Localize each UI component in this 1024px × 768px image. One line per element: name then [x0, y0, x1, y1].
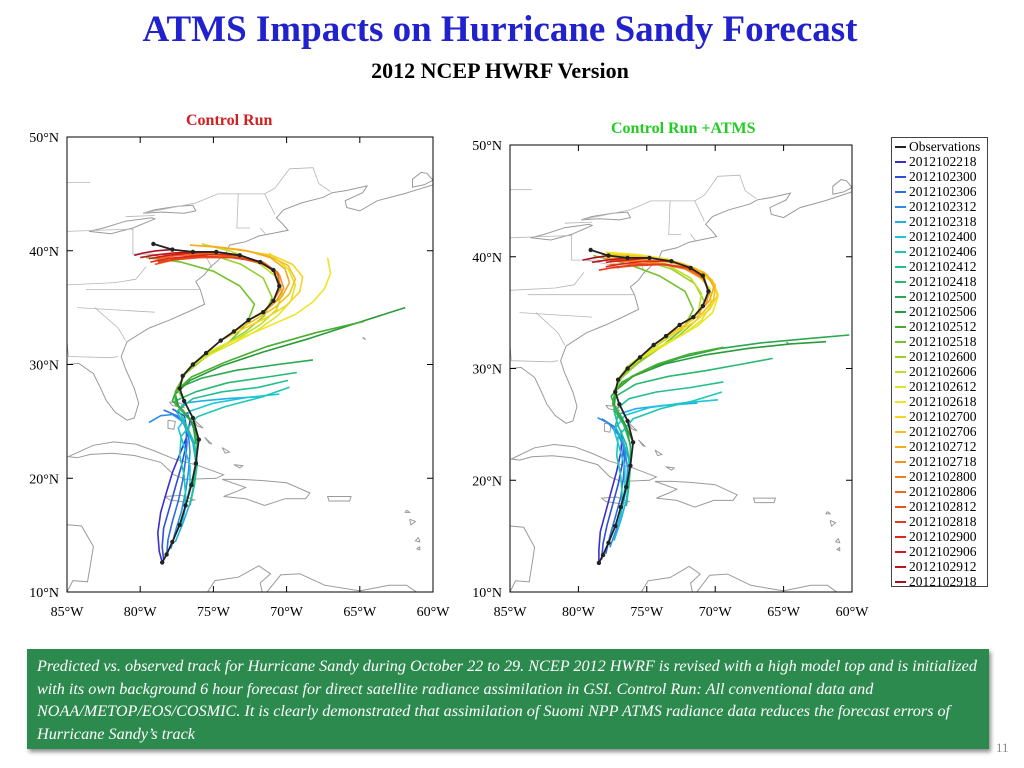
x-tick-label: 80°W — [123, 605, 157, 620]
observed-point — [631, 440, 635, 444]
x-tick-label: 75°W — [196, 605, 230, 620]
legend-swatch — [895, 416, 906, 418]
legend-label: 2012102618 — [909, 394, 977, 409]
observed-point — [164, 552, 168, 556]
small-island — [363, 337, 366, 339]
small-island — [830, 521, 836, 527]
legend-item — [895, 379, 977, 394]
observed-point — [261, 310, 265, 314]
y-tick-label: 10°N — [472, 586, 502, 601]
basemap — [67, 137, 433, 610]
small-island — [639, 440, 646, 447]
legend-item — [895, 529, 977, 544]
small-island — [655, 450, 662, 456]
legend-label: 2012102500 — [909, 289, 977, 304]
legend-swatch — [895, 221, 906, 223]
legend-swatch — [895, 566, 906, 568]
legend-swatch — [895, 146, 906, 148]
observed-point — [613, 390, 617, 394]
track-2012102418 — [614, 358, 773, 487]
island — [754, 498, 776, 503]
x-tick-label: 60°W — [416, 605, 450, 620]
legend-swatch — [895, 311, 906, 313]
observed-point — [204, 351, 208, 355]
legend-label: 2012102600 — [909, 349, 977, 364]
island — [511, 445, 656, 482]
y-tick-label: 30°N — [472, 362, 502, 378]
legend-swatch — [895, 251, 906, 253]
x-tick-label: 70°W — [698, 605, 732, 620]
legend-swatch — [895, 521, 906, 523]
legend-label: 2012102218 — [909, 154, 977, 169]
legend-label: 2012102900 — [909, 529, 977, 544]
x-tick-label: 65°W — [767, 605, 801, 620]
legend-item — [895, 184, 977, 199]
slide-subtitle: 2012 NCEP HWRF Version — [371, 58, 629, 83]
observed-point — [664, 334, 668, 338]
observed-point — [647, 256, 651, 260]
x-tick-label: 60°W — [835, 605, 869, 620]
observed-point — [214, 250, 218, 254]
y-tick-label: 40°N — [472, 250, 502, 266]
small-island — [826, 512, 830, 514]
legend-label: 2012102806 — [909, 484, 977, 499]
slide-title: ATMS Impacts on Hurricane Sandy Forecast — [142, 9, 858, 50]
legend-item — [895, 199, 977, 214]
legend-swatch — [895, 536, 906, 538]
y-tick-label: 10°N — [29, 586, 59, 601]
observed-point — [701, 274, 705, 278]
observed-point — [191, 362, 195, 366]
legend-label: 2012102406 — [909, 244, 977, 259]
y-tick-label: 20°N — [29, 472, 59, 488]
y-tick-label: 50°N — [472, 139, 502, 154]
observed-point — [677, 323, 681, 327]
legend-label: 2012102506 — [909, 304, 977, 319]
observed-point — [151, 242, 155, 246]
legend-label: 2012102312 — [909, 199, 977, 214]
observed-point — [197, 437, 201, 441]
observed-point — [706, 289, 710, 293]
x-tick-label: 65°W — [343, 605, 377, 620]
legend-swatch — [895, 281, 906, 283]
observed-point — [701, 304, 705, 308]
legend-label: 2012102700 — [909, 409, 977, 424]
observed-point — [189, 483, 193, 487]
legend-label: 2012102800 — [909, 469, 977, 484]
legend-item — [895, 319, 977, 334]
observed-point — [183, 503, 187, 507]
track-legend — [891, 137, 988, 587]
legend-item — [895, 229, 977, 244]
land-mass — [510, 145, 852, 423]
small-island — [168, 420, 175, 429]
south-america-coast — [609, 566, 853, 610]
legend-swatch — [895, 491, 906, 493]
legend-item — [895, 544, 977, 559]
x-tick-label: 85°W — [50, 605, 84, 620]
legend-label: 2012102612 — [909, 379, 977, 394]
observed-point — [613, 524, 617, 528]
observed-point — [691, 315, 695, 319]
legend-swatch — [895, 446, 906, 448]
observed-point — [246, 318, 250, 322]
observed-point — [625, 256, 629, 260]
central-america-coast — [67, 464, 93, 593]
legend-swatch — [895, 371, 906, 373]
small-island — [234, 465, 243, 468]
island — [328, 497, 351, 502]
control-run-label: Control Run — [186, 112, 273, 129]
legend-item — [895, 364, 977, 379]
observed-point — [628, 464, 632, 468]
legend-item — [895, 289, 977, 304]
observed-point — [619, 505, 623, 509]
legend-item — [895, 424, 977, 439]
observed-point — [669, 259, 673, 263]
island — [655, 481, 737, 507]
legend-swatch — [895, 161, 906, 163]
observed-point — [178, 523, 182, 527]
legend-item — [895, 574, 977, 589]
small-island — [417, 547, 420, 550]
legend-item — [895, 214, 977, 229]
observed-point — [624, 485, 628, 489]
observed-point — [688, 266, 692, 270]
basemap — [510, 145, 852, 610]
legend-label: 2012102706 — [909, 424, 977, 439]
observed-point — [271, 299, 275, 303]
observed-point — [625, 419, 629, 423]
island — [222, 479, 310, 505]
legend-item — [895, 409, 977, 424]
legend-swatch — [895, 461, 906, 463]
legend-item — [895, 304, 977, 319]
legend-swatch — [895, 326, 906, 328]
observed-point — [606, 253, 610, 257]
track-2012102400 — [178, 394, 279, 526]
legend-item — [895, 559, 977, 574]
caption-box — [27, 649, 989, 749]
observed-point — [601, 553, 605, 557]
land-mass — [67, 137, 433, 420]
legend-swatch — [895, 266, 906, 268]
observed-point — [191, 250, 195, 254]
control-run-atms-track-map — [448, 128, 878, 628]
y-tick-label: 30°N — [29, 358, 59, 374]
legend-swatch — [895, 581, 906, 583]
observed-point — [170, 540, 174, 544]
legend-label: 2012102318 — [909, 214, 977, 229]
small-island — [405, 510, 409, 512]
small-island — [205, 437, 212, 444]
observed-point — [651, 343, 655, 347]
y-tick-label: 20°N — [472, 474, 502, 490]
small-island — [410, 519, 416, 525]
legend-label: 2012102712 — [909, 439, 977, 454]
control-run-track-map — [0, 120, 460, 630]
small-island — [837, 547, 840, 550]
legend-item — [895, 484, 977, 499]
legend-item — [895, 454, 977, 469]
legend-label: 2012102906 — [909, 544, 977, 559]
legend-swatch — [895, 551, 906, 553]
observed-point — [170, 247, 174, 251]
observed-point — [606, 541, 610, 545]
legend-swatch — [895, 206, 906, 208]
legend-item — [895, 394, 977, 409]
legend-item — [895, 349, 977, 364]
observed-point — [597, 561, 601, 565]
observed-point — [258, 260, 262, 264]
observed-point — [638, 355, 642, 359]
observed-point — [194, 461, 198, 465]
y-tick-label: 50°N — [29, 131, 59, 146]
observed-point — [238, 253, 242, 257]
legend-label: 2012102718 — [909, 454, 977, 469]
legend-swatch — [895, 431, 906, 433]
observed-point — [181, 374, 185, 378]
observed-point — [271, 268, 275, 272]
legend-swatch — [895, 191, 906, 193]
x-tick-label: 75°W — [630, 605, 664, 620]
legend-label: 2012102306 — [909, 184, 977, 199]
legend-label: 2012102418 — [909, 274, 977, 289]
small-island — [222, 448, 229, 454]
legend-label: 2012102512 — [909, 319, 977, 334]
x-tick-label: 70°W — [270, 605, 304, 620]
small-island — [415, 537, 419, 542]
legend-swatch — [895, 236, 906, 238]
south-america-coast — [172, 566, 433, 610]
observed-point — [625, 366, 629, 370]
observed-point — [232, 329, 236, 333]
legend-item — [895, 169, 977, 184]
legend-label: Observations — [909, 139, 981, 154]
legend-label: 2012102918 — [909, 574, 977, 589]
y-tick-label: 40°N — [29, 244, 59, 260]
legend-label: 2012102400 — [909, 229, 977, 244]
observed-point — [617, 402, 621, 406]
central-america-coast — [510, 466, 535, 592]
caption-text: Predicted vs. observed track for Hurricane Sandy during October 22 to 29. NCEP 2012 HWRF is revised with a high model top and is initialized with its own background 6 hour forecast for direct satellite radiance assimilation in GSI. Control Run: All conventional data and NOAA/METOP/EOS/COSMIC. It is clearly demonstrated that assimilation of Suomi NPP ATMS radiance data reduces the forecast errors of Hurricane Sandy’s track — [37, 657, 977, 743]
legend-item — [895, 439, 977, 454]
legend-swatch — [895, 476, 906, 478]
island — [69, 442, 224, 480]
observed-point — [160, 560, 164, 564]
legend-item — [895, 244, 977, 259]
observed-point — [178, 386, 182, 390]
control-run-atms-label: Control Run +ATMS — [611, 120, 756, 137]
legend-item — [895, 139, 980, 154]
legend-item — [895, 274, 977, 289]
legend-label: 2012102606 — [909, 364, 977, 379]
legend-item — [895, 259, 977, 274]
small-island — [836, 538, 840, 542]
legend-item — [895, 514, 977, 529]
observed-point — [191, 416, 195, 420]
legend-swatch — [895, 176, 906, 178]
legend-swatch — [895, 506, 906, 508]
page-number: 11 — [996, 740, 1009, 755]
legend-swatch — [895, 386, 906, 388]
legend-swatch — [895, 401, 906, 403]
legend-item — [895, 469, 977, 484]
legend-item — [895, 499, 977, 514]
x-tick-label: 80°W — [561, 605, 595, 620]
legend-item — [895, 154, 977, 169]
legend-label: 2012102518 — [909, 334, 977, 349]
legend-label: 2012102300 — [909, 169, 977, 184]
legend-label: 2012102818 — [909, 514, 977, 529]
observed-point — [277, 284, 281, 288]
observed-point — [219, 338, 223, 342]
x-tick-label: 85°W — [493, 605, 527, 620]
small-island — [666, 467, 674, 470]
observed-point — [182, 399, 186, 403]
legend-swatch — [895, 296, 906, 298]
legend-swatch — [895, 341, 906, 343]
legend-label: 2012102912 — [909, 559, 977, 574]
legend-label: 2012102812 — [909, 499, 977, 514]
observed-point — [616, 378, 620, 382]
legend-swatch — [895, 356, 906, 358]
legend-item — [895, 334, 977, 349]
legend-label: 2012102412 — [909, 259, 977, 274]
observed-point — [589, 248, 593, 252]
